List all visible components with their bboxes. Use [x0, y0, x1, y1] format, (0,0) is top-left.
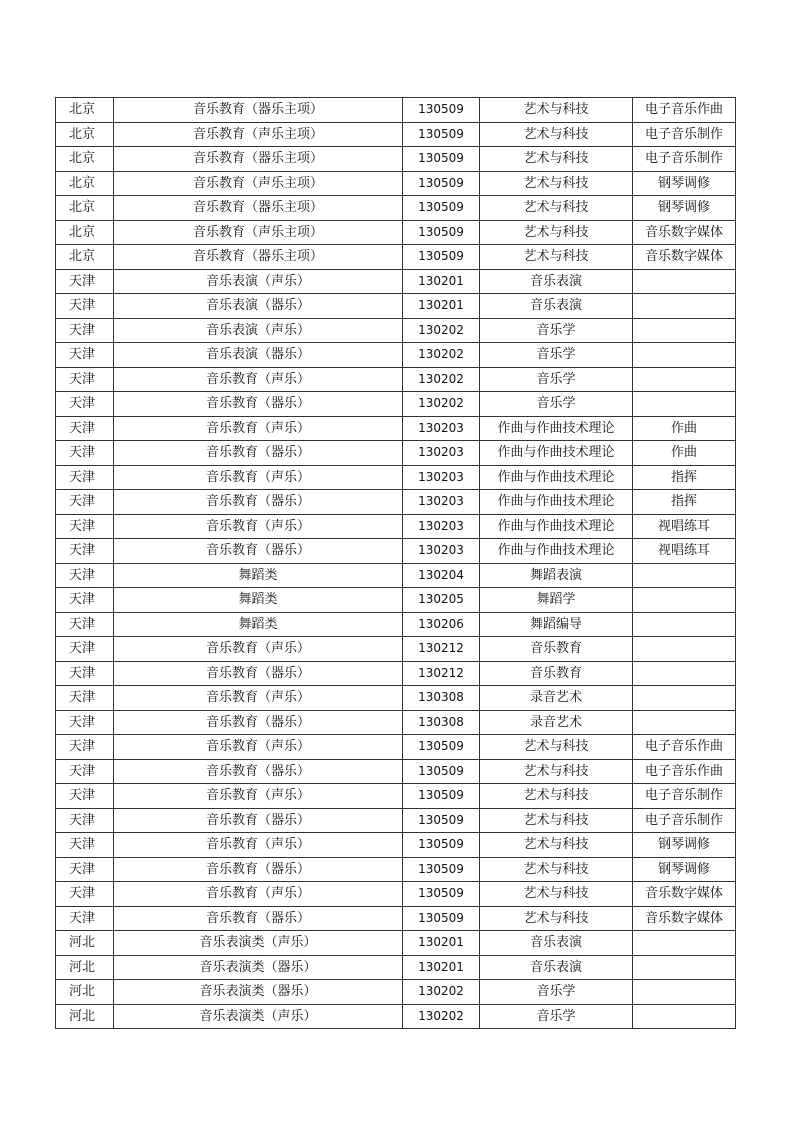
major-code-cell: 130509: [403, 882, 480, 907]
major-code-cell: 130203: [403, 416, 480, 441]
exam-category-cell: 音乐教育（声乐）: [114, 637, 403, 662]
direction-cell: 电子音乐制作: [633, 784, 736, 809]
table-row: [56, 710, 736, 735]
province-cell: 北京: [56, 122, 114, 147]
direction-cell: [633, 686, 736, 711]
table-row: [56, 343, 736, 368]
major-code-cell: 130308: [403, 686, 480, 711]
province-cell: 北京: [56, 147, 114, 172]
major-code-cell: 130202: [403, 318, 480, 343]
table-row: [56, 245, 736, 270]
province-cell: 北京: [56, 171, 114, 196]
table-row: [56, 857, 736, 882]
exam-category-cell: 音乐教育（器乐）: [114, 539, 403, 564]
table-row: [56, 98, 736, 123]
province-cell: 北京: [56, 245, 114, 270]
province-cell: 天津: [56, 588, 114, 613]
table-row: [56, 367, 736, 392]
province-cell: 天津: [56, 367, 114, 392]
province-cell: 天津: [56, 563, 114, 588]
major-name-cell: 艺术与科技: [480, 171, 633, 196]
major-name-cell: 录音艺术: [480, 710, 633, 735]
exam-category-cell: 音乐教育（器乐主项）: [114, 98, 403, 123]
table-row: [56, 441, 736, 466]
direction-cell: 视唱练耳: [633, 539, 736, 564]
province-cell: 天津: [56, 784, 114, 809]
direction-cell: [633, 294, 736, 319]
table-row: [56, 318, 736, 343]
province-cell: 天津: [56, 343, 114, 368]
table-row: [56, 637, 736, 662]
exam-category-cell: 音乐教育（器乐）: [114, 808, 403, 833]
direction-cell: 电子音乐制作: [633, 808, 736, 833]
direction-cell: 钢琴调修: [633, 857, 736, 882]
major-name-cell: 音乐学: [480, 367, 633, 392]
direction-cell: 钢琴调修: [633, 196, 736, 221]
exam-category-cell: 音乐教育（声乐主项）: [114, 171, 403, 196]
table-row: [56, 514, 736, 539]
major-code-cell: 130509: [403, 735, 480, 760]
direction-cell: 音乐数字媒体: [633, 906, 736, 931]
province-cell: 河北: [56, 955, 114, 980]
major-code-cell: 130206: [403, 612, 480, 637]
major-name-cell: 艺术与科技: [480, 882, 633, 907]
exam-category-cell: 音乐表演类（声乐）: [114, 1004, 403, 1029]
major-name-cell: 音乐学: [480, 392, 633, 417]
major-code-cell: 130212: [403, 637, 480, 662]
province-cell: 天津: [56, 441, 114, 466]
major-name-cell: 音乐表演: [480, 269, 633, 294]
major-name-cell: 音乐学: [480, 1004, 633, 1029]
exam-category-cell: 音乐教育（声乐）: [114, 465, 403, 490]
province-cell: 天津: [56, 318, 114, 343]
table-row: [56, 612, 736, 637]
major-name-cell: 音乐教育: [480, 637, 633, 662]
table-row: [56, 906, 736, 931]
direction-cell: 电子音乐作曲: [633, 98, 736, 123]
province-cell: 天津: [56, 514, 114, 539]
direction-cell: 电子音乐制作: [633, 122, 736, 147]
exam-category-cell: 舞蹈类: [114, 563, 403, 588]
major-code-cell: 130509: [403, 171, 480, 196]
table-row: [56, 196, 736, 221]
major-code-cell: 130308: [403, 710, 480, 735]
province-cell: 天津: [56, 269, 114, 294]
major-name-cell: 艺术与科技: [480, 784, 633, 809]
exam-category-cell: 音乐教育（器乐）: [114, 759, 403, 784]
exam-category-cell: 舞蹈类: [114, 612, 403, 637]
direction-cell: [633, 392, 736, 417]
table-row: [56, 759, 736, 784]
major-name-cell: 音乐学: [480, 980, 633, 1005]
table-row: [56, 392, 736, 417]
major-code-cell: 130203: [403, 465, 480, 490]
major-code-cell: 130203: [403, 490, 480, 515]
direction-cell: 电子音乐制作: [633, 147, 736, 172]
exam-category-cell: 音乐教育（声乐主项）: [114, 220, 403, 245]
exam-category-cell: 音乐教育（器乐）: [114, 857, 403, 882]
direction-cell: 钢琴调修: [633, 171, 736, 196]
major-code-cell: 130205: [403, 588, 480, 613]
table-row: [56, 735, 736, 760]
major-code-cell: 130201: [403, 294, 480, 319]
table-row: [56, 1004, 736, 1029]
province-cell: 河北: [56, 931, 114, 956]
direction-cell: 作曲: [633, 441, 736, 466]
major-code-cell: 130509: [403, 245, 480, 270]
exam-category-cell: 音乐教育（声乐）: [114, 735, 403, 760]
province-cell: 北京: [56, 220, 114, 245]
direction-cell: [633, 588, 736, 613]
exam-category-cell: 音乐表演（器乐）: [114, 294, 403, 319]
table-row: [56, 171, 736, 196]
major-code-cell: 130202: [403, 392, 480, 417]
direction-cell: 音乐数字媒体: [633, 882, 736, 907]
major-name-cell: 艺术与科技: [480, 906, 633, 931]
province-cell: 北京: [56, 196, 114, 221]
major-code-cell: 130201: [403, 931, 480, 956]
major-name-cell: 作曲与作曲技术理论: [480, 539, 633, 564]
major-code-cell: 130509: [403, 784, 480, 809]
major-name-cell: 录音艺术: [480, 686, 633, 711]
exam-category-cell: 音乐教育（器乐）: [114, 441, 403, 466]
major-name-cell: 作曲与作曲技术理论: [480, 416, 633, 441]
table-row: [56, 465, 736, 490]
table-row: [56, 784, 736, 809]
exam-category-cell: 音乐教育（器乐）: [114, 661, 403, 686]
direction-cell: [633, 980, 736, 1005]
exam-category-cell: 音乐教育（器乐主项）: [114, 196, 403, 221]
direction-cell: [633, 343, 736, 368]
major-code-cell: 130509: [403, 98, 480, 123]
direction-cell: [633, 269, 736, 294]
province-cell: 天津: [56, 710, 114, 735]
province-cell: 北京: [56, 98, 114, 123]
major-code-cell: 130509: [403, 220, 480, 245]
major-name-cell: 舞蹈学: [480, 588, 633, 613]
table-row: [56, 539, 736, 564]
direction-cell: [633, 1004, 736, 1029]
major-name-cell: 舞蹈编导: [480, 612, 633, 637]
exam-category-cell: 音乐教育（声乐）: [114, 367, 403, 392]
direction-cell: [633, 612, 736, 637]
major-name-cell: 艺术与科技: [480, 220, 633, 245]
exam-category-cell: 音乐表演（器乐）: [114, 343, 403, 368]
province-cell: 天津: [56, 294, 114, 319]
major-name-cell: 音乐表演: [480, 294, 633, 319]
major-code-cell: 130202: [403, 980, 480, 1005]
province-cell: 天津: [56, 882, 114, 907]
major-code-cell: 130202: [403, 1004, 480, 1029]
exam-category-cell: 音乐教育（声乐）: [114, 514, 403, 539]
major-name-cell: 音乐表演: [480, 955, 633, 980]
exam-category-cell: 音乐教育（声乐主项）: [114, 122, 403, 147]
major-name-cell: 音乐学: [480, 318, 633, 343]
major-code-cell: 130202: [403, 367, 480, 392]
province-cell: 天津: [56, 735, 114, 760]
province-cell: 天津: [56, 392, 114, 417]
exam-category-cell: 音乐表演（声乐）: [114, 269, 403, 294]
major-code-cell: 130509: [403, 196, 480, 221]
exam-category-cell: 音乐教育（器乐主项）: [114, 245, 403, 270]
table-row: [56, 416, 736, 441]
province-cell: 天津: [56, 857, 114, 882]
direction-cell: [633, 661, 736, 686]
direction-cell: [633, 637, 736, 662]
table-row: [56, 588, 736, 613]
major-code-cell: 130509: [403, 833, 480, 858]
major-code-cell: 130204: [403, 563, 480, 588]
major-name-cell: 艺术与科技: [480, 808, 633, 833]
exam-category-cell: 舞蹈类: [114, 588, 403, 613]
exam-category-cell: 音乐表演类（器乐）: [114, 955, 403, 980]
table-row: [56, 147, 736, 172]
direction-cell: [633, 318, 736, 343]
province-cell: 天津: [56, 906, 114, 931]
major-name-cell: 艺术与科技: [480, 759, 633, 784]
exam-category-cell: 音乐教育（器乐）: [114, 906, 403, 931]
direction-cell: 指挥: [633, 465, 736, 490]
province-cell: 河北: [56, 980, 114, 1005]
exam-category-cell: 音乐教育（声乐）: [114, 416, 403, 441]
major-code-cell: 130203: [403, 539, 480, 564]
province-cell: 天津: [56, 686, 114, 711]
major-name-cell: 音乐表演: [480, 931, 633, 956]
direction-cell: 电子音乐作曲: [633, 735, 736, 760]
table-row: [56, 220, 736, 245]
exam-category-cell: 音乐教育（声乐）: [114, 882, 403, 907]
province-cell: 天津: [56, 808, 114, 833]
major-code-cell: 130201: [403, 269, 480, 294]
direction-cell: 指挥: [633, 490, 736, 515]
exam-category-cell: 音乐表演类（器乐）: [114, 980, 403, 1005]
table-row: [56, 686, 736, 711]
major-name-cell: 音乐学: [480, 343, 633, 368]
exam-category-cell: 音乐教育（声乐）: [114, 784, 403, 809]
major-code-cell: 130509: [403, 147, 480, 172]
direction-cell: [633, 710, 736, 735]
major-name-cell: 艺术与科技: [480, 833, 633, 858]
direction-cell: 音乐数字媒体: [633, 220, 736, 245]
major-name-cell: 作曲与作曲技术理论: [480, 441, 633, 466]
province-cell: 天津: [56, 637, 114, 662]
major-code-cell: 130212: [403, 661, 480, 686]
direction-cell: [633, 955, 736, 980]
major-name-cell: 艺术与科技: [480, 147, 633, 172]
table-row: [56, 269, 736, 294]
admissions-table: [55, 97, 736, 1029]
major-name-cell: 音乐教育: [480, 661, 633, 686]
table-row: [56, 980, 736, 1005]
table-row: [56, 955, 736, 980]
exam-category-cell: 音乐教育（声乐）: [114, 686, 403, 711]
table-row: [56, 122, 736, 147]
major-name-cell: 舞蹈表演: [480, 563, 633, 588]
table-body: [56, 98, 736, 1029]
province-cell: 天津: [56, 416, 114, 441]
major-name-cell: 作曲与作曲技术理论: [480, 490, 633, 515]
table-row: [56, 882, 736, 907]
major-code-cell: 130509: [403, 122, 480, 147]
major-name-cell: 艺术与科技: [480, 98, 633, 123]
table-row: [56, 661, 736, 686]
major-name-cell: 艺术与科技: [480, 122, 633, 147]
major-name-cell: 艺术与科技: [480, 196, 633, 221]
major-code-cell: 130509: [403, 857, 480, 882]
major-name-cell: 作曲与作曲技术理论: [480, 465, 633, 490]
major-code-cell: 130203: [403, 441, 480, 466]
province-cell: 天津: [56, 833, 114, 858]
exam-category-cell: 音乐表演类（声乐）: [114, 931, 403, 956]
table-row: [56, 808, 736, 833]
direction-cell: 作曲: [633, 416, 736, 441]
major-name-cell: 艺术与科技: [480, 245, 633, 270]
table-row: [56, 490, 736, 515]
direction-cell: 钢琴调修: [633, 833, 736, 858]
exam-category-cell: 音乐教育（器乐）: [114, 710, 403, 735]
exam-category-cell: 音乐教育（器乐主项）: [114, 147, 403, 172]
province-cell: 河北: [56, 1004, 114, 1029]
exam-category-cell: 音乐表演（声乐）: [114, 318, 403, 343]
major-name-cell: 艺术与科技: [480, 735, 633, 760]
major-code-cell: 130201: [403, 955, 480, 980]
direction-cell: [633, 367, 736, 392]
province-cell: 天津: [56, 661, 114, 686]
province-cell: 天津: [56, 465, 114, 490]
province-cell: 天津: [56, 490, 114, 515]
province-cell: 天津: [56, 612, 114, 637]
exam-category-cell: 音乐教育（器乐）: [114, 490, 403, 515]
province-cell: 天津: [56, 539, 114, 564]
province-cell: 天津: [56, 759, 114, 784]
table-row: [56, 833, 736, 858]
major-name-cell: 艺术与科技: [480, 857, 633, 882]
major-code-cell: 130203: [403, 514, 480, 539]
major-code-cell: 130509: [403, 906, 480, 931]
major-name-cell: 作曲与作曲技术理论: [480, 514, 633, 539]
exam-category-cell: 音乐教育（器乐）: [114, 392, 403, 417]
major-code-cell: 130202: [403, 343, 480, 368]
table-row: [56, 931, 736, 956]
table-row: [56, 563, 736, 588]
table-row: [56, 294, 736, 319]
major-code-cell: 130509: [403, 759, 480, 784]
direction-cell: 音乐数字媒体: [633, 245, 736, 270]
direction-cell: 视唱练耳: [633, 514, 736, 539]
direction-cell: [633, 931, 736, 956]
exam-category-cell: 音乐教育（声乐）: [114, 833, 403, 858]
direction-cell: [633, 563, 736, 588]
direction-cell: 电子音乐作曲: [633, 759, 736, 784]
major-code-cell: 130509: [403, 808, 480, 833]
